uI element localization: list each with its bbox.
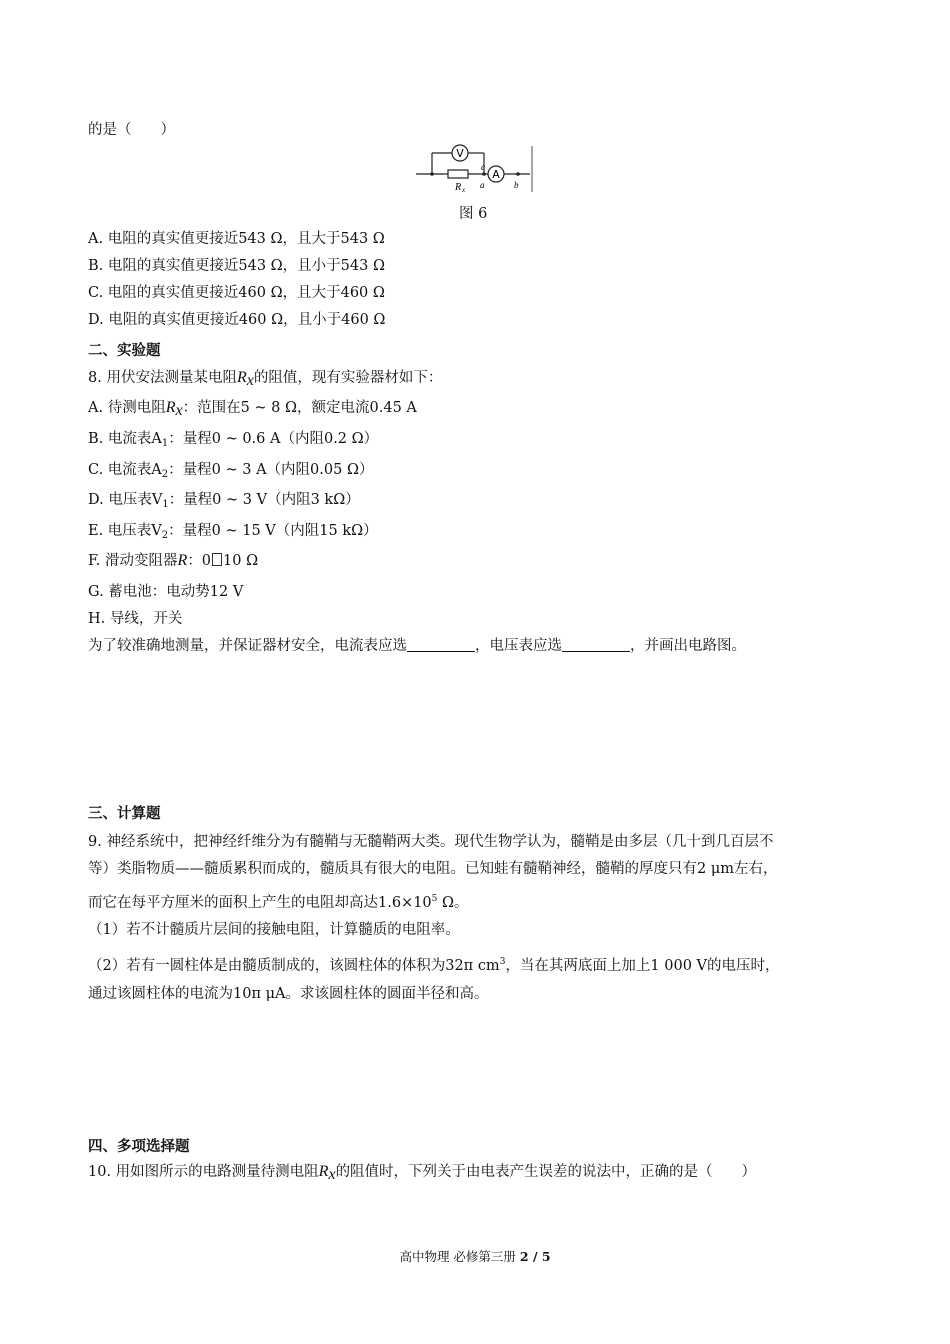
missing-glyph-box xyxy=(212,553,222,566)
section-heading-calculation: 三、计算题 xyxy=(88,806,161,822)
q7-option-a: A. 电阻的真实值更接近543 Ω，且大于543 Ω xyxy=(88,231,385,247)
q8-ask: 为了较准确地测量，并保证器材安全，电流表应选 ，电压表应选 ，并画出电路图。 xyxy=(88,638,746,654)
page-footer xyxy=(0,1247,950,1265)
q9-part-2-line-2: 通过该圆柱体的电流为10π μA。求该圆柱体的圆面半径和高。 xyxy=(88,986,489,1002)
q8-item-d: D. 电压表$V_1$：量程0 ~ 3 V（内阻3 kΩ） xyxy=(88,492,360,510)
q7-option-c: C. 电阻的真实值更接近460 Ω，且大于460 Ω xyxy=(88,285,385,301)
q7-stem-tail: 的是（ ） xyxy=(88,122,175,138)
q9-line-2: 等）类脂物质——髓质累积而成的，髓质具有很大的电阻。已知蛙有髓鞘神经，髓鞘的厚度只有2 μm左右， xyxy=(88,861,778,877)
q10-stem: 10. 用如图所示的电路测量待测电阻Rx的阻值时，下列关于由电表产生误差的说法中，正确的是（ ） xyxy=(88,1163,757,1183)
q8-item-f: F. 滑动变阻器R：0 10 Ω xyxy=(88,552,259,569)
resistor-label: R xyxy=(455,182,462,193)
answer-blank-ammeter xyxy=(407,637,475,652)
page-number: 2 / 5 xyxy=(519,1249,551,1264)
circuit-figure-6 xyxy=(414,144,534,196)
q9-line-1: 9. 神经系统中，把神经纤维分为有髓鞘与无髓鞘两大类。现代生物学认为，髓鞘是由多层（几十到几百层不 xyxy=(88,834,774,850)
resistor-subscript: x xyxy=(462,186,466,194)
answer-blank-voltmeter xyxy=(562,637,630,652)
q8-item-h: H. 导线，开关 xyxy=(88,611,183,627)
q8-item-c: C. 电流表$A_2$：量程0 ~ 3 A（内阻0.05 Ω） xyxy=(88,462,374,480)
voltmeter-label: V xyxy=(456,147,464,160)
node-a-label: a xyxy=(480,180,485,190)
q9-line-3: 而它在每平方厘米的面积上产生的电阻却高达$1.6\times 10^5$ Ω。 xyxy=(88,894,469,911)
footer-title: 高中物理 必修第三册 xyxy=(399,1249,520,1264)
q8-item-a: A. 待测电阻Rx：范围在5 ~ 8 Ω，额定电流0.45 A xyxy=(88,399,417,419)
section-heading-multiple-choice: 四、多项选择题 xyxy=(88,1139,190,1155)
q9-part-2: （2）若有一圆柱体是由髓质制成的，该圆柱体的体积为32π $cm^3$，当在其两底面上加上1 000 V的电压时， xyxy=(88,957,780,974)
q8-item-b: B. 电流表$A_1$：量程0 ~ 0.6 A（内阻0.2 Ω） xyxy=(88,431,379,449)
junction-dot xyxy=(430,172,434,176)
node-c-label: c xyxy=(481,162,485,172)
q8-stem: 8. 用伏安法测量某电阻Rx的阻值，现有实验器材如下： xyxy=(88,369,443,389)
junction-dot xyxy=(482,172,486,176)
q8-item-g: G. 蓄电池：电动势12 V xyxy=(88,584,244,600)
q7-option-d: D. 电阻的真实值更接近460 Ω，且小于460 Ω xyxy=(88,312,386,328)
resistor-symbol xyxy=(448,170,468,178)
figure-caption: 图 6 xyxy=(459,206,488,222)
q9-part-1: （1）若不计髓质片层间的接触电阻，计算髓质的电阻率。 xyxy=(88,922,460,938)
ammeter-label: A xyxy=(492,168,500,181)
q7-option-b: B. 电阻的真实值更接近543 Ω，且小于543 Ω xyxy=(88,258,385,274)
q8-item-e: E. 电压表$V_2$：量程0 ~ 15 V（内阻15 kΩ） xyxy=(88,523,378,541)
section-heading-experiment: 二、实验题 xyxy=(88,343,161,359)
terminal-dot xyxy=(516,172,520,176)
node-b-label: b xyxy=(514,180,519,190)
